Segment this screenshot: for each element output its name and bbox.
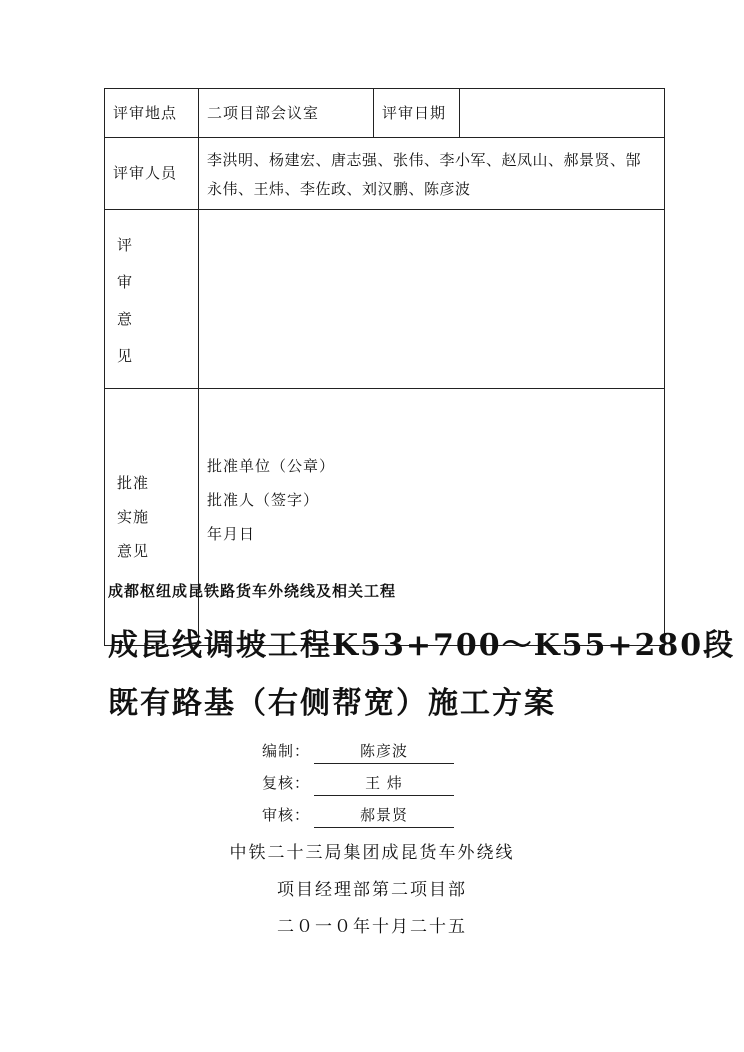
review-opinion-value xyxy=(199,210,665,389)
signature-value: 陈彦波 xyxy=(314,740,454,764)
review-place-value: 二项目部会议室 xyxy=(199,89,374,138)
approval-label xyxy=(105,389,199,646)
review-date-label: 评审日期 xyxy=(374,89,460,138)
review-opinion-label-char: 意 xyxy=(117,310,134,328)
table-row xyxy=(105,210,665,389)
approval-person-line: 批准人（签字） xyxy=(207,491,320,509)
review-approval-table xyxy=(104,88,665,646)
document-title-line-1: 成昆线调坡工程K53+700～K55+280段 xyxy=(108,628,736,663)
organization-line-2: 项目经理部第二项目部 xyxy=(277,880,467,900)
organization-line-1: 中铁二十三局集团成昆货车外绕线 xyxy=(229,843,515,863)
approval-unit-line: 批准单位（公章） xyxy=(207,457,336,475)
approval-label-line: 实施 xyxy=(117,508,150,526)
signature-label: 编制： xyxy=(262,742,311,760)
approval-date-line: 年月日 xyxy=(207,525,256,543)
approval-label-line: 批准 xyxy=(117,474,150,492)
signature-label: 复核： xyxy=(262,774,311,792)
signature-label: 审核： xyxy=(262,806,311,824)
document-date: 二０一０年十月二十五 xyxy=(277,917,467,937)
review-opinion-label-char: 评 xyxy=(117,236,134,254)
review-members-value: 李洪明、杨建宏、唐志强、张伟、李小军、赵凤山、郝景贤、郜永伟、王炜、李佐政、刘汉鹏、陈彦波 xyxy=(199,138,665,210)
table-row xyxy=(105,89,665,138)
approval-label-line: 意见 xyxy=(117,542,150,560)
signature-value: 王 炜 xyxy=(314,772,454,796)
review-members-label: 评审人员 xyxy=(105,138,199,210)
document-title-line-2: 既有路基（右侧帮宽）施工方案 xyxy=(108,686,556,721)
signature-value: 郝景贤 xyxy=(314,804,454,828)
table-row xyxy=(105,389,665,646)
review-opinion-label-char: 见 xyxy=(117,347,134,365)
review-opinion-label xyxy=(105,210,199,389)
review-place-label: 评审地点 xyxy=(105,89,199,138)
table-row xyxy=(105,138,665,210)
approval-content xyxy=(199,389,665,646)
review-date-value xyxy=(460,89,665,138)
review-opinion-label-char: 审 xyxy=(117,273,134,291)
project-name: 成都枢纽成昆铁路货车外绕线及相关工程 xyxy=(108,582,397,600)
